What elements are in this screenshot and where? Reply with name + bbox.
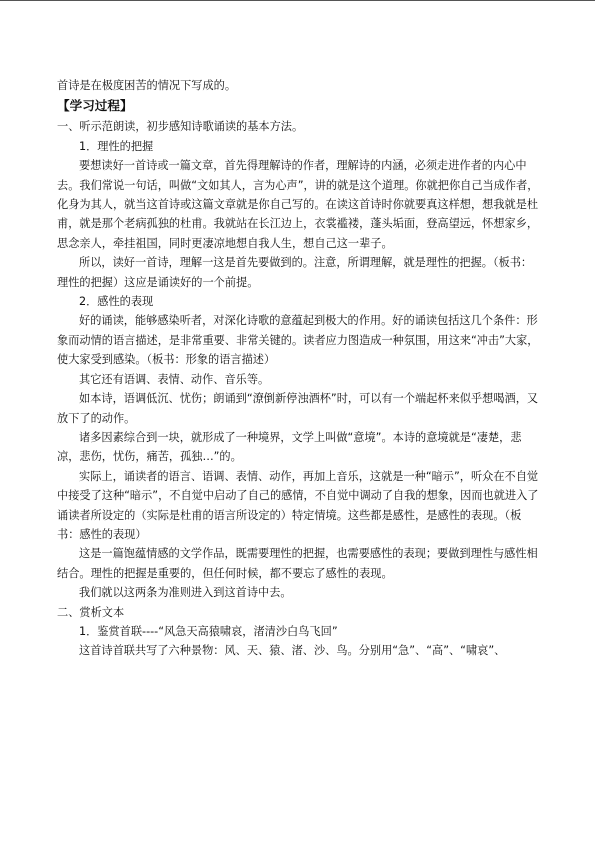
section-title: 【学习过程】 <box>57 98 133 114</box>
paragraph-6: 诸多因素综合到一块，就形成了一种境界，文学上叫做“意境”。本诗的意境就是“凄楚，悲凉，悲伤，忧伤，痛苦，孤独…”的。 <box>57 430 522 464</box>
part1-heading: 一、听示范朗读，初步感知诗歌诵读的基本方法。 <box>57 120 304 134</box>
paragraph-3: 好的诵读，能够感染听者，对深化诗歌的意蕴起到极大的作用。好的诵读包括这几个条件：形象而动情的语言描述，是非常重要、非常关键的。读者应力图造成一种氛围，用这来“冲击”大家，使大家受到感染。（板书：形象的语言描述） <box>57 314 539 367</box>
paragraph-8: 这是一篇饱蕴情感的文学作品，既需要理性的把握，也需要感性的表现；要做到理性与感性相结合。理性的把握是重要的，但任何时候，都不要忘了感性的表现。 <box>57 547 538 580</box>
document-page <box>57 76 539 661</box>
part2-heading: 二、赏析文本 <box>57 605 125 619</box>
paragraph-1: 要想读好一首诗或一篇文章，首先得理解诗的作者，理解诗的内涵，必须走进作者的内心中去。我们常说一句话，叫做“文如其人，言为心声”，讲的就是这个道理。你就把你自己当成作者，化身为其人，就当这首诗或这篇文章就是你自己写的。在读这首诗时你就要真这样想，想我就是杜甫，就是那个老病孤独的杜甫。我就站在长江边上，衣裳褴褛，蓬头垢面，登高望远，怀想家乡，思念亲人，牵挂祖国，同时更凄凉地想自我人生，想自己这一辈子。 <box>57 159 539 250</box>
intro-line: 首诗是在极度困苦的情况下写成的。 <box>57 79 237 92</box>
top-rule <box>0 0 595 1</box>
paragraph-9: 我们就以这两条为准则进入到这首诗中去。 <box>79 586 292 600</box>
sub2-heading: 2．感性的表现 <box>79 295 154 309</box>
paragraph-7: 实际上，诵读者的语言、语调、表情、动作，再加上音乐，这就是一种“暗示”，听众在不自觉中接受了这种“暗示”，不自觉中启动了自己的感情，不自觉中调动了自我的想象，因而也就进入了诵读者所设定的（实际是杜甫的语言所设定的）特定情境。这些都是感性，是感性的表现。（板书：感性的表现） <box>57 469 539 541</box>
paragraph-5: 如本诗，语调低沉、忧伤；朗诵到“潦倒新停浊酒杯”时，可以有一个端起杯来似乎想喝酒，又放下了的动作。 <box>57 392 539 425</box>
paragraph-4: 其它还有语调、表情、动作、音乐等。 <box>79 372 270 386</box>
sub1-heading: 1．理性的把握 <box>79 139 154 153</box>
paragraph-10: 这首诗首联共写了六种景物：风、天、猿、渚、沙、鸟。分别用“急”、“高”、“啸哀”、 <box>79 644 506 658</box>
sub3-heading: 1．鉴赏首联----“风急天高猿啸哀，渚清沙白鸟飞回” <box>79 624 338 638</box>
paragraph-2: 所以，读好一首诗，理解一这是首先要做到的。注意，所谓理解，就是理性的把握。（板书：理性的把握）这应是诵读好的一个前提。 <box>57 256 533 289</box>
